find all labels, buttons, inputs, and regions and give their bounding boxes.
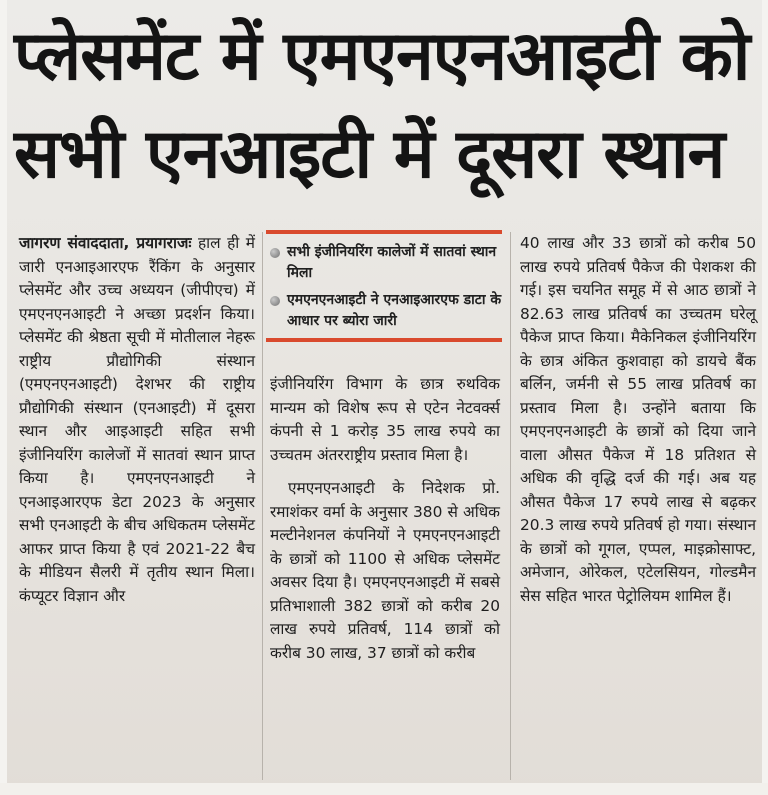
headline xyxy=(14,8,754,204)
headline-line-2: सभी एनआइटी में दूसरा स्थान xyxy=(14,115,725,194)
article-column-1 xyxy=(19,232,255,608)
column-3-text: 40 लाख और 33 छात्रों को करीब 50 लाख रुपये प्रतिवर्ष पैकेज की पेशकश की गई। इस चयनित समूह में से आठ छात्रों ने 82.63 लाख प्रतिवर्ष का उच्चतम घरेलू पैकेज प्राप्त किया। मैकेनिकल इंजीनियरिंग के छात्र अंकित कुशवाहा को डायचे बैंक बर्लिन, जर्मनी से 55 लाख प्रतिवर्ष का प्रस्ताव मिला है। उन्होंने बताया कि एमएनएनआइटी के छात्रों को दिया जाने वाला औसत पैकेज में 18 प्रतिशत से अधिक की वृद्धि दर्ज की गई। अब यह औसत पैकेज 17 रुपये लाख से बढ़कर 20.3 लाख रुपये प्रतिवर्ष हो गया। संस्थान के छात्रों को गूगल, एप्पल, माइक्रोसाफ्ट, अमेजान, ओरेकल, एटेलसियन, गोल्डमैन सेस सहित भारत पेट्रोलियम शामिल हैं। xyxy=(520,234,756,605)
highlight-text: एमएनएनआइटी ने एनआइआरएफ डाटा के आधार पर ब्योरा जारी xyxy=(287,292,502,329)
highlight-text: सभी इंजीनियरिंग कालेजों में सातवां स्थान मिला xyxy=(287,244,497,281)
column-divider-2 xyxy=(510,232,511,780)
column-2-paragraph-2: एमएनएनआइटी के निदेशक प्रो. रमाशंकर वर्मा के अनुसार 380 से अधिक मल्टीनेशनल कंपनियों ने एमएनएनआइटी के छात्रों को 1100 से अधिक प्लेसमेंट अवसर दिया है। एमएनएनआइटी में सबसे प्रतिभाशाली 382 छात्रों को करीब 20 लाख रुपये प्रतिवर्ष, 114 छात्रों को करीब 30 लाख, 37 छात्रों को करीब xyxy=(270,479,500,662)
column-1-text xyxy=(19,232,255,608)
bullet-icon xyxy=(270,248,280,258)
article-column-2 xyxy=(270,373,500,665)
column-1-body: हाल ही में जारी एनआइआरएफ रैंकिंग के अनुसार प्लेसमेंट और उच्च अध्ययन (जीपीएच) में एमएनएनआइटी ने अच्छा प्रदर्शन किया। प्लेसमेंट की श्रेष्ठता सूची में मोतीलाल नेहरू राष्ट्रीय प्रौद्योगिकी संस्थान (एमएनएनआइटी) देशभर की राष्ट्रीय प्रौद्योगिकी संस्थान (एनआइटी) में दूसरा स्थान और आइआइटी सहित सभी इंजीनियरिंग कालेजों में सातवां स्थान प्राप्त किया है। एमएनएनआइटी ने एनआइआरएफ डेटा 2023 के अनुसार सभी एनआइटी के बीच अधिकतम प्लेसमेंट आफर प्राप्त किया है एवं 2021-22 बैच के मीडियन सैलरी में तृतीय स्थान मिला। कंप्यूटर विज्ञान और xyxy=(19,234,255,605)
paper-edge-right xyxy=(762,0,768,795)
headline-line-1: प्लेसमेंट में एमएनएनआइटी को xyxy=(14,17,750,96)
paper-edge-bottom xyxy=(0,783,768,795)
byline: जागरण संवाददाता, प्रयागराजः xyxy=(19,234,192,252)
paper-edge-left xyxy=(0,0,7,795)
highlights-box xyxy=(266,230,502,342)
bullet-icon xyxy=(270,296,280,306)
highlight-item xyxy=(266,290,502,332)
article-column-3 xyxy=(520,232,756,608)
column-2-paragraph-1: इंजीनियरिंग विभाग के छात्र रुथविक मान्यम को विशेष रूप से एटेन नेटवर्क्स कंपनी से 1 करोड़ 35 लाख रुपये का उच्चतम अंतरराष्ट्रीय प्रस्ताव मिला है। xyxy=(270,375,500,464)
highlight-item xyxy=(266,242,502,284)
column-divider-1 xyxy=(262,232,263,780)
